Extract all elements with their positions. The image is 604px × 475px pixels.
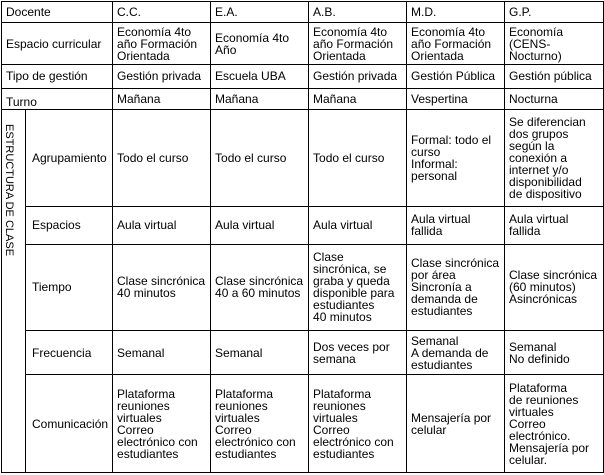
table-cell: Economía 4to año Formación Orientada — [113, 23, 211, 65]
table-cell: Aula virtual fallida — [407, 207, 505, 244]
table-cell: Economía 4to año Formación Orientada — [309, 23, 407, 65]
teacher-header-cell: E.A. — [211, 2, 309, 23]
table-cell: Dos veces por semana — [309, 331, 407, 375]
teacher-header-cell: M.D. — [407, 2, 505, 23]
table-cell: Semanal — [113, 331, 211, 375]
table-cell: Clase sincrónica (60 minutos) Asincrónicas — [505, 244, 604, 331]
table-cell: Gestión privada — [113, 65, 211, 88]
table-cell: Semanal A demanda de estudiantes — [407, 331, 505, 375]
row-espacios — [2, 207, 604, 244]
row-label: Espacios — [26, 207, 113, 244]
table-cell: Gestión privada — [309, 65, 407, 88]
header-label: Docente — [2, 2, 113, 23]
table-cell: Semanal No definido — [505, 331, 604, 375]
row-turno — [2, 88, 604, 109]
table-cell: Aula virtual — [309, 207, 407, 244]
table-cell: Plataforma de reuniones virtuales Correo electrónico. Mensajería por celular. — [505, 375, 604, 473]
header-row — [2, 2, 604, 23]
row-label: Turno — [2, 88, 113, 109]
table-cell: Formal: todo el curso Informal: personal — [407, 109, 505, 207]
row-label: Tiempo — [26, 244, 113, 331]
row-tipo-gestion — [2, 65, 604, 88]
row-frecuencia — [2, 331, 604, 375]
table-cell: Clase sincrónica 40 a 60 minutos — [211, 244, 309, 331]
row-espacio-curricular — [2, 23, 604, 65]
row-agrupamiento — [2, 109, 604, 207]
table-cell: Mensajería por celular — [407, 375, 505, 473]
table-cell: Clase sincrónica 40 minutos — [113, 244, 211, 331]
table-cell: Gestión Pública — [407, 65, 505, 88]
row-label: Comunicación — [26, 375, 113, 473]
table-cell: Todo el curso — [113, 109, 211, 207]
table-cell: Todo el curso — [309, 109, 407, 207]
row-label: Espacio curricular — [2, 23, 113, 65]
teacher-header-cell: A.B. — [309, 2, 407, 23]
table-cell: Aula virtual fallida — [505, 207, 604, 244]
table-cell: Economía (CENS- Nocturno) — [505, 23, 604, 65]
table-cell: Plataforma reuniones virtuales Correo electrónico con estudiantes — [211, 375, 309, 473]
table-cell: Mañana — [113, 88, 211, 109]
table-cell: Escuela UBA — [211, 65, 309, 88]
table-cell: Semanal — [211, 331, 309, 375]
table-cell: Mañana — [211, 88, 309, 109]
row-label: Tipo de gestión — [2, 65, 113, 88]
row-label: Frecuencia — [26, 331, 113, 375]
row-tiempo — [2, 244, 604, 331]
row-label: Agrupamiento — [26, 109, 113, 207]
estructura-side-cell — [2, 109, 26, 472]
table-cell: Clase sincrónica, se graba y queda disponible para estudiantes 40 minutos — [309, 244, 407, 331]
table-cell: Aula virtual — [113, 207, 211, 244]
table-cell: Todo el curso — [211, 109, 309, 207]
row-comunicacion — [2, 375, 604, 473]
table-cell: Gestión pública — [505, 65, 604, 88]
table-cell: Plataforma reuniones virtuales Correo electrónico con estudiantes — [309, 375, 407, 473]
table-cell: Clase sincrónica por área Sincronía a demanda de estudiantes — [407, 244, 505, 331]
table-cell: Mañana — [309, 88, 407, 109]
table-cell: Economía 4to Año — [211, 23, 309, 65]
table-cell: Aula virtual — [211, 207, 309, 244]
estructura-label: ESTRUCTURA DE CLASE — [3, 123, 15, 256]
table-cell: Plataforma reuniones virtuales Correo electrónico con estudiantes — [113, 375, 211, 473]
teacher-header-cell: C.C. — [113, 2, 211, 23]
table-cell: Economía 4to año Formación Orientada — [407, 23, 505, 65]
teacher-comparison-table — [1, 1, 604, 473]
table-cell: Se diferencian dos grupos según la conexión a internet y/o disponibilidad de dispositivo — [505, 109, 604, 207]
table-cell: Nocturna — [505, 88, 604, 109]
teacher-header-cell: G.P. — [505, 2, 604, 23]
table-cell: Vespertina — [407, 88, 505, 109]
